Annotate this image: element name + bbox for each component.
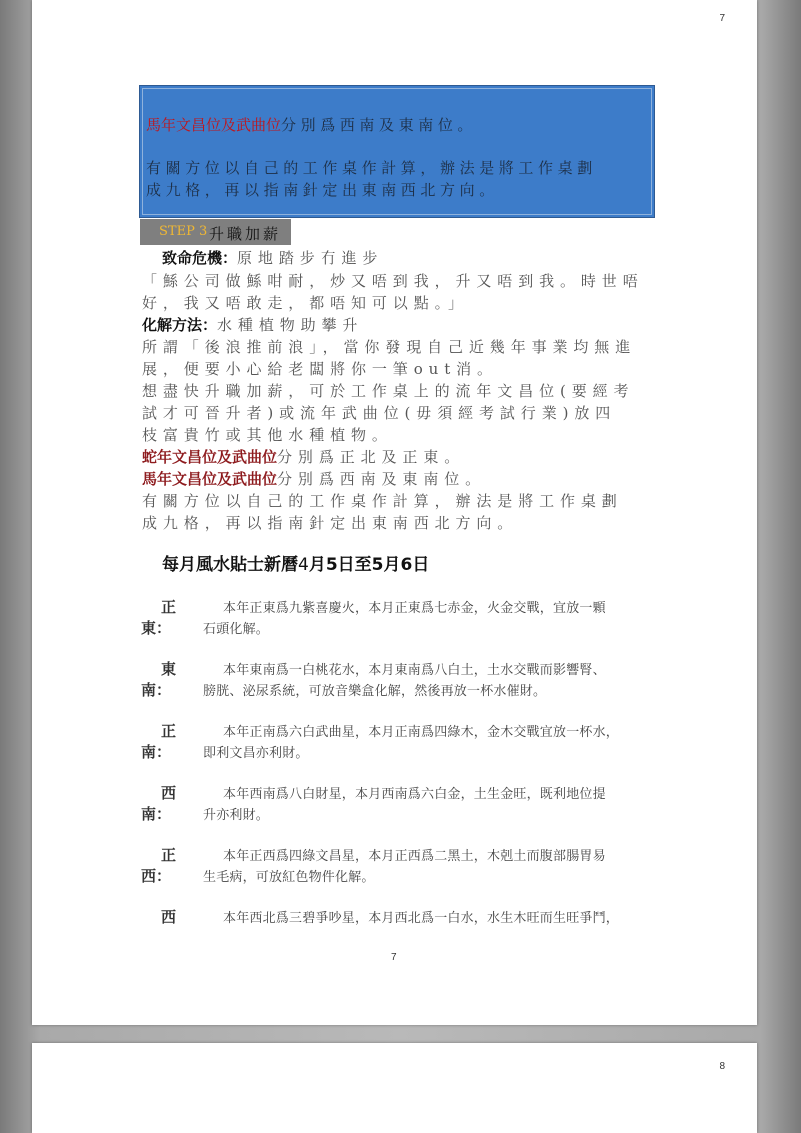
page-number-footer: 7 [391, 952, 397, 963]
highlighted-text-box [139, 85, 655, 218]
tip-4-line-2: 升亦利財。 [203, 808, 270, 823]
tip-6-label-a: 西 [161, 908, 177, 926]
highlight-line-1: 馬年文昌位及武曲位分別爲西南及東南位。 [146, 116, 478, 134]
solution-line: 化解方法：水種植物助攀升 [142, 316, 364, 334]
paragraph-1-line-1: 所謂「後浪推前浪」，當你發現自己近幾年事業均無進 [142, 338, 637, 356]
paragraph-2-line-1: 想盡快升職加薪，可於工作桌上的流年文昌位(要經考 [142, 382, 635, 400]
page-number-top: 7 [719, 13, 725, 24]
highlight-red-text: 馬年文昌位及武曲位 [146, 116, 282, 134]
tip-3-label-b: 南： [141, 743, 172, 761]
tip-6-line-1: 本年西北爲三碧爭吵星，本月西北爲一白水，水生木旺而生旺爭鬥， [223, 911, 620, 926]
crisis-line: 致命危機：原地踏步冇進步 [162, 249, 384, 267]
highlight-line-3: 成九格，再以指南針定出東南西北方向。 [146, 181, 499, 199]
tip-5-label-a: 正 [161, 846, 177, 864]
tip-2-line-1: 本年東南爲一白桃花水，本月東南爲八白土，土水交戰而影響腎、 [223, 663, 606, 678]
tip-5-line-2: 生毛病，可放紅色物件化解。 [203, 870, 375, 885]
tip-3-label-a: 正 [161, 722, 177, 740]
step-label: STEP 3 [159, 224, 208, 239]
tip-2-line-2: 膀胱、泌尿系統，可放音樂盒化解，然後再放一杯水催財。 [203, 684, 547, 699]
step-title: 升職加薪 [209, 225, 282, 243]
document-page-8 [32, 1043, 757, 1133]
paragraph-1-line-2: 展，便要小心給老闆將你一筆out消。 [142, 360, 498, 378]
paragraph-3-line-2: 成九格，再以指南針定出東南西北方向。 [142, 514, 519, 532]
quote-line-2: 好，我又唔敢走，都唔知可以點。」 [142, 294, 469, 312]
highlight-line-2: 有關方位以自己的工作桌作計算，辦法是將工作桌劃 [146, 159, 597, 177]
tip-3-line-2: 即利文昌亦利財。 [203, 746, 309, 761]
tip-4-label-b: 南： [141, 805, 172, 823]
tip-4-line-1: 本年西南爲八白財星，本月西南爲六白金，土生金旺，既利地位提 [223, 787, 606, 802]
tip-1-label-a: 正 [161, 598, 177, 616]
tip-5-line-1: 本年正西爲四綠文昌星，本月正西爲二黑土，木剋土而腹部腸胃易 [223, 849, 606, 864]
tip-5-label-b: 西： [141, 867, 172, 885]
document-page-7 [32, 0, 757, 1025]
tip-1-label-b: 東： [141, 619, 172, 637]
snake-year-line: 蛇年文昌位及武曲位分別爲正北及正東。 [142, 448, 466, 466]
paragraph-2-line-3: 枝富貴竹或其他水種植物。 [142, 426, 393, 444]
tip-3-line-1: 本年正南爲六白武曲星，本月正南爲四綠木，金木交戰宜放一杯水， [223, 725, 620, 740]
tip-1-line-1: 本年正東爲九紫喜慶火，本月正東爲七赤金，火金交戰，宜放一顆 [223, 601, 606, 616]
quote-line-1: 「鯀公司做鯀咁耐，炒又唔到我，升又唔到我。時世唔 [142, 272, 644, 290]
tip-2-label-b: 南： [141, 681, 172, 699]
page-number-top: 8 [719, 1061, 725, 1072]
tip-2-label-a: 東 [161, 660, 177, 678]
paragraph-3-line-1: 有關方位以自己的工作桌作計算，辦法是將工作桌劃 [142, 492, 623, 510]
paragraph-2-line-2: 試才可晉升者)或流年武曲位(毋須經考試行業)放四 [142, 404, 617, 422]
step-3-header [140, 219, 291, 245]
horse-year-line: 馬年文昌位及武曲位分別爲西南及東南位。 [142, 470, 487, 488]
tip-1-line-2: 石頭化解。 [203, 622, 270, 637]
monthly-tips-heading: 每月風水貼士新曆4月5日至5月6日 [162, 555, 430, 575]
tip-4-label-a: 西 [161, 784, 177, 802]
